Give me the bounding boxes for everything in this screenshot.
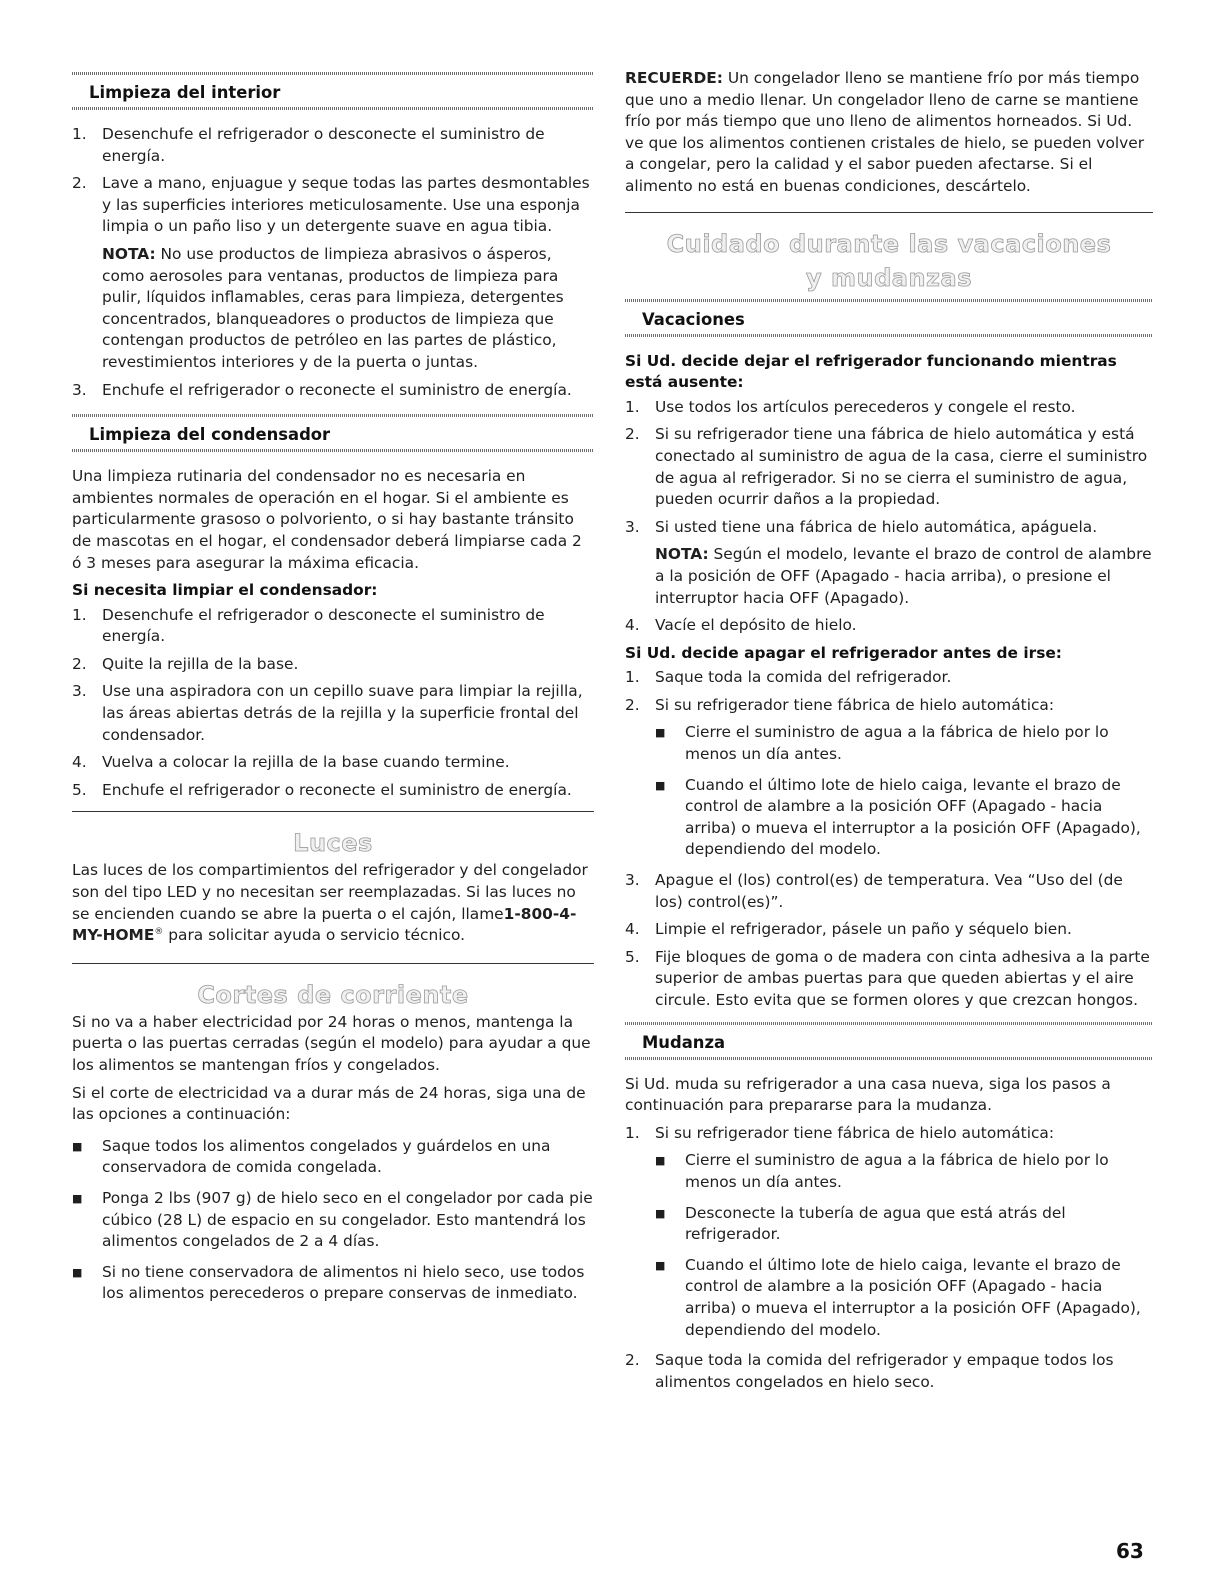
service-phone: 1-800-4-MY-HOME	[72, 904, 577, 945]
list-item: 4. Vacíe el depósito de hielo.	[625, 616, 857, 635]
list-item: 3. Apague el (los) control(es) de temperatura. Vea “Uso del (de los) control(es)”.	[625, 871, 1123, 911]
outages-paragraph-1: Si no va a haber electricidad por 24 horas o menos, mantenga la puerta o las puertas cerradas (según el modelo) para ayudar a que los alimentos se mantengan fríos y congelados.	[72, 1012, 591, 1074]
running-heading: Si Ud. decide dejar el refrigerador funcionando mientras está ausente:	[625, 351, 1117, 392]
condenser-intro: Una limpieza rutinaria del condensador no es necesaria en ambientes normales de operación en el hogar. Si el ambiente es particularmente grasoso o polvoriento, o si hay bastante tránsito de mascotas en el hogar, el condensador deberá limpiarse cada 2 ó 3 meses para asegurar la máxima eficacia.	[72, 467, 582, 572]
list-item: 2. Saque toda la comida del refrigerador y empaque todos los alimentos congelados en hielo seco.	[625, 1351, 1114, 1391]
subheading-moving	[625, 1022, 1153, 1060]
subheading-vacations	[625, 299, 1153, 337]
off-heading: Si Ud. decide apagar el refrigerador antes de irse:	[625, 643, 1062, 662]
outages-title: Cortes de corriente	[197, 980, 469, 1009]
list-item: 3. Si usted tiene una fábrica de hielo automática, apáguela. NOTA: Según el modelo, levante el brazo de control de alambre a la posición de OFF (Apagado - hacia arriba), o presione el interruptor hacia OFF (Apagado).	[625, 517, 1153, 609]
list-item: ■ Saque todos los alimentos congelados y guárdelos en una conservadora de comida congelada.	[72, 1136, 551, 1177]
note: NOTA: Según el modelo, levante el brazo de control de alambre a la posición de OFF (Apagado - hacia arriba), o presione el interruptor hacia OFF (Apagado).	[655, 545, 1152, 607]
list-item: ■ Cuando el último lote de hielo caiga, levante el brazo de control de alambre a la posición OFF (Apagado - hacia arriba) o mueva el interruptor a la posición OFF (Apagado), dependiendo del modelo.	[655, 775, 1141, 859]
condenser-steps	[72, 605, 594, 802]
square-bullet-icon: ■	[72, 1265, 83, 1279]
lights-paragraph: Las luces de los compartimientos del refrigerador y del congelador son del tipo LED y no necesitan ser reemplazadas. Si las luces no se encienden cuando se abre la puerta o el cajón, llame1-800-4-MY-HOME® para solicitar ayuda o servicio técnico.	[72, 861, 588, 945]
list-item: 2. Lave a mano, enjuague y seque todas las partes desmontables y las superficies interiores meticulosamente. Use una esponja limpia o un paño liso y un detergente suave en agua tibia. NOTA: No use productos de limpieza abrasivos o ásperos, como aerosoles para ventanas, productos de limpieza para pulir, líquidos inflamables, ceras para limpieza, detergentes concentrados, blanqueadores o productos de limpieza que contengan productos de petróleo en las partes de plástico, revestimientos interiores y de la puerta o juntas.	[72, 173, 594, 373]
list-item: 1. Si su refrigerador tiene fábrica de hielo automática: ■ Cierre el suministro de agua a la fábrica de hielo por lo menos un día antes. ■ Desconecte la tubería de agua que está atrás del refrigerador. ■ Cuando el último lote de hielo caiga, levante el brazo de control de alambre a la posición OFF (Apagado - hacia arriba) o mueva el interruptor a la posición OFF (Apagado), dependiendo del modelo.	[625, 1123, 1153, 1341]
sub-bullets	[655, 1150, 1153, 1341]
sub-bullets	[655, 722, 1153, 861]
list-item: 5. Enchufe el refrigerador o reconecte el suministro de energía.	[72, 780, 572, 799]
list-item: 1. Desenchufe el refrigerador o desconecte el suministro de energía.	[72, 605, 545, 646]
list-item: ■ Ponga 2 lbs (907 g) de hielo seco en el congelador por cada pie cúbico (28 L) de espacio en su congelador. Esto mantendrá los alimentos congelados de 2 a 4 días.	[72, 1188, 593, 1251]
note: NOTA: No use productos de limpieza abrasivos o ásperos, como aerosoles para ventanas, productos de limpieza para pulir, líquidos inflamables, ceras para limpieza, detergentes concentrados, blanqueadores o productos de limpieza que contengan productos de petróleo en las partes de plástico, revestimientos interiores y de la puerta o juntas.	[102, 244, 564, 371]
list-item: ■ Desconecte la tubería de agua que está atrás del refrigerador.	[655, 1203, 1066, 1244]
off-steps	[625, 667, 1153, 1011]
list-item: 4. Limpie el refrigerador, pásele un paño y séquelo bien.	[625, 920, 1072, 939]
condenser-cleaning-title: Limpieza del condensador	[89, 425, 331, 445]
list-item: 1. Saque toda la comida del refrigerador.	[625, 668, 952, 687]
square-bullet-icon: ■	[72, 1139, 83, 1153]
list-item: 3. Use una aspiradora con un cepillo suave para limpiar la rejilla, las áreas abiertas detrás de la rejilla y la superficie frontal del condensador.	[72, 682, 583, 744]
page-number: 63	[1116, 1539, 1144, 1563]
list-item: 2. Quite la rejilla de la base.	[72, 654, 299, 673]
section-divider	[625, 212, 1153, 213]
list-item: 2. Si su refrigerador tiene una fábrica de hielo automática y está conectado al suministro de agua de la casa, cierre el suministro de agua al refrigerador. Si no se cierra el suministro de agua, pueden ocurrir daños a la propiedad.	[625, 425, 1148, 509]
section-divider	[72, 811, 594, 812]
square-bullet-icon: ■	[655, 778, 666, 792]
list-item: ■ Cierre el suministro de agua a la fábrica de hielo por lo menos un día antes.	[655, 723, 1109, 764]
list-item: 1. Desenchufe el refrigerador o desconecte el suministro de energía.	[72, 125, 545, 165]
square-bullet-icon: ■	[655, 1206, 666, 1220]
square-bullet-icon: ■	[655, 726, 666, 740]
left-column	[72, 0, 594, 1314]
condenser-subheading: Si necesita limpiar el condensador:	[72, 581, 378, 600]
remember-paragraph: RECUERDE: Un congelador lleno se mantiene frío por más tiempo que uno a medio llenar. Un congelador lleno de carne se mantiene frío por más tiempo que uno lleno de alimentos horneados. Si Ud. ve que los alimentos contienen cristales de hielo, se pueden volver a congelar, pero la calidad y el sabor pueden afectarse. Si el alimento no está en buenas condiciones, descártelo.	[625, 69, 1145, 195]
list-item: 1. Use todos los artículos perecederos y congele el resto.	[625, 397, 1076, 416]
interior-cleaning-title: Limpieza del interior	[89, 83, 281, 102]
list-item: 4. Vuelva a colocar la rejilla de la base cuando termine.	[72, 753, 510, 772]
list-item: ■ Cuando el último lote de hielo caiga, levante el brazo de control de alambre a la posición OFF (Apagado - hacia arriba) o mueva el interruptor a la posición OFF (Apagado), dependiendo del modelo.	[655, 1255, 1141, 1339]
running-steps	[625, 397, 1153, 637]
list-item: 5. Fije bloques de goma o de madera con cinta adhesiva a la parte superior de ambas puertas para que queden abiertas y el aire circule. Esto evita que se formen olores y que crezcan hongos.	[625, 947, 1150, 1009]
list-item: ■ Si no tiene conservadora de alimentos ni hielo seco, use todos los alimentos perecederos o prepare conservas de inmediato.	[72, 1262, 585, 1303]
vacations-title: Vacaciones	[642, 309, 745, 329]
list-item: 3. Enchufe el refrigerador o reconecte el suministro de energía.	[72, 380, 572, 399]
outages-options	[72, 1136, 594, 1305]
subheading-interior-cleaning	[72, 72, 594, 110]
list-item: 2. Si su refrigerador tiene fábrica de hielo automática: ■ Cierre el suministro de agua a la fábrica de hielo por lo menos un día antes. ■ Cuando el último lote de hielo caiga, levante el brazo de control de alambre a la posición OFF (Apagado - hacia arriba) o mueva el interruptor a la posición OFF (Apagado), dependiendo del modelo.	[625, 695, 1153, 861]
moving-steps	[625, 1123, 1153, 1394]
list-item: ■ Cierre el suministro de agua a la fábrica de hielo por lo menos un día antes.	[655, 1151, 1109, 1191]
care-title: Cuidado durante las vacaciones y mudanzas	[666, 229, 1112, 292]
interior-cleaning-steps	[72, 124, 594, 401]
square-bullet-icon: ■	[655, 1258, 666, 1272]
outages-paragraph-2: Si el corte de electricidad va a durar más de 24 horas, siga una de las opciones a continuación:	[72, 1083, 586, 1124]
square-bullet-icon: ■	[655, 1154, 666, 1168]
section-divider	[72, 963, 594, 964]
square-bullet-icon: ■	[72, 1191, 83, 1205]
moving-title: Mudanza	[642, 1032, 726, 1052]
moving-intro: Si Ud. muda su refrigerador a una casa nueva, siga los pasos a continuación para prepararse para la mudanza.	[625, 1074, 1111, 1115]
subheading-condenser-cleaning	[72, 414, 594, 452]
lights-title: Luces	[293, 829, 373, 858]
right-column	[625, 0, 1153, 1399]
